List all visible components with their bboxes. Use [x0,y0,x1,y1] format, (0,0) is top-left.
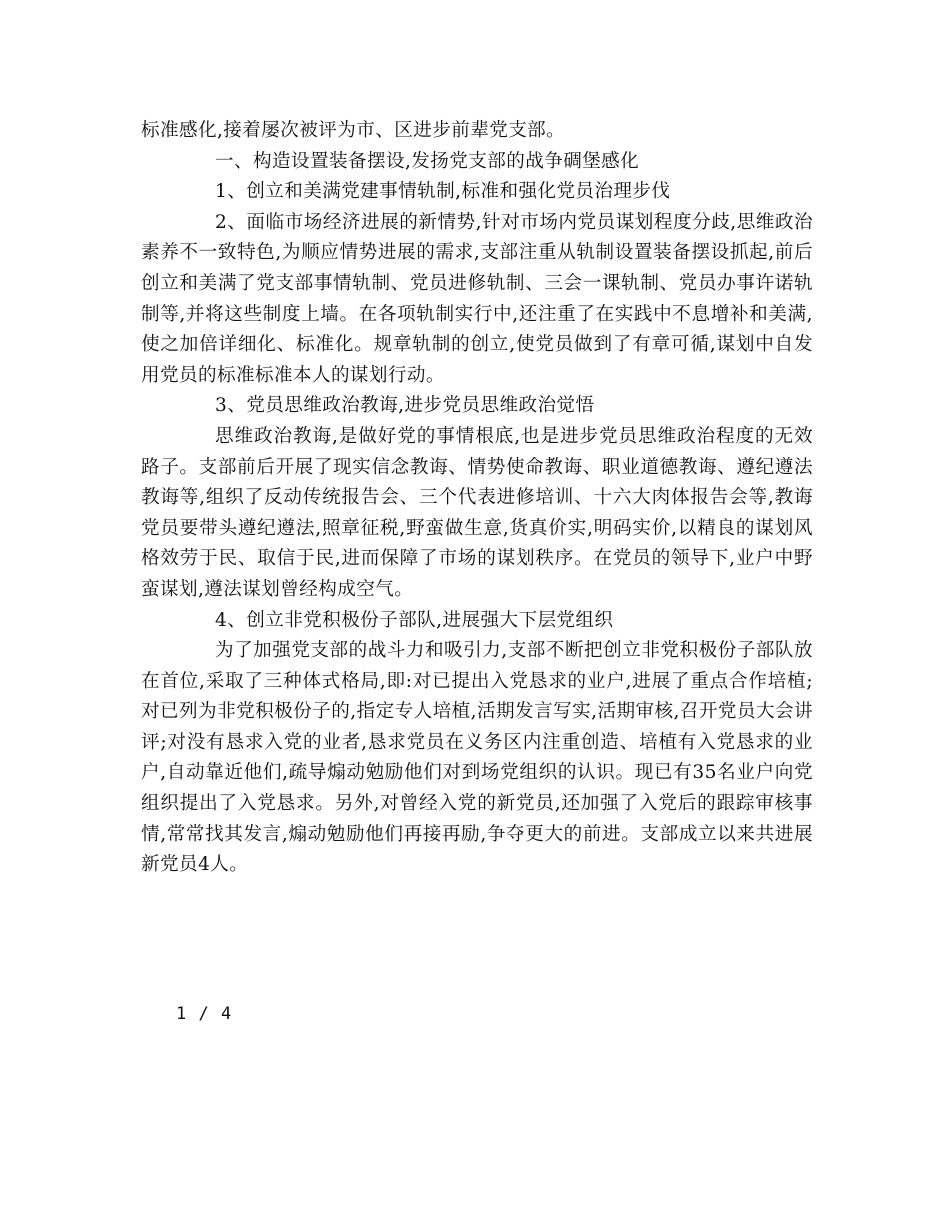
subsection-heading-3: 3、党员思维政治教诲,进步党员思维政治觉悟 [215,395,595,417]
page-number: 1 / 4 [176,1004,233,1024]
paragraph-3: 思维政治教诲,是做好党的事情根底,也是进步党员思维政治程度的无效路子。支部前后开展了现实信念教诲、情势使命教诲、职业道德教诲、遵纪遵法教诲等,组织了反动传统报告会、三个代表进修培训、十六大肉体报告会等,教诲党员要带头遵纪遵法,照章征税,野蛮做生意,货真价实,明码实价,以精良的谋划风格效劳于民、取信于民,进而保障了市场的谋划秩序。在党员的领导下,业户中野蛮谋划,遵法谋划曾经构成空气。 [141,425,813,600]
paragraph-2: 2、面临市场经济进展的新情势,针对市场内党员谋划程度分歧,思维政治素养不一致特色,为顺应情势进展的需求,支部注重从轨制设置装备摆设抓起,前后创立和美满了党支部事情轨制、党员进修轨制、三会一课轨制、党员办事许诺轨制等,并将这些制度上墙。在各项轨制实行中,还注重了在实践中不息增补和美满,使之加倍详细化、标准化。规章轨制的创立,使党员做到了有章可循,谋划中自发用党员的标准标准本人的谋划行动。 [141,211,813,386]
paragraph-intro: 标准感化,接着屡次被评为市、区进步前辈党支部。 [141,120,566,141]
section-heading-1: 一、构造设置装备摆设,发扬党支部的战争碉堡感化 [215,150,640,172]
subsection-heading-1: 1、创立和美满党建事情轨制,标准和强化党员治理步伐 [215,181,671,203]
document-page [141,116,813,881]
paragraph-4: 为了加强党支部的战斗力和吸引力,支部不断把创立非党积极份子部队放在首位,采取了三种体式格局,即:对已提出入党恳求的业户,进展了重点合作培植;对已列为非党积极份子的,指定专人培植,活期发言写实,活期审核,召开党员大会讲评;对没有恳求入党的业者,恳求党员在义务区内注重创造、培植有入党恳求的业户,自动靠近他们,疏导煽动勉励他们对到场党组织的认识。现已有35名业户向党组织提出了入党恳求。另外,对曾经入党的新党员,还加强了入党后的跟踪审核事情,常常找其发言,煽动勉励他们再接再励,争夺更大的前进。支部成立以来共进展新党员4人。 [141,640,813,876]
subsection-heading-4: 4、创立非党积极份子部队,进展强大下层党组织 [215,609,614,631]
